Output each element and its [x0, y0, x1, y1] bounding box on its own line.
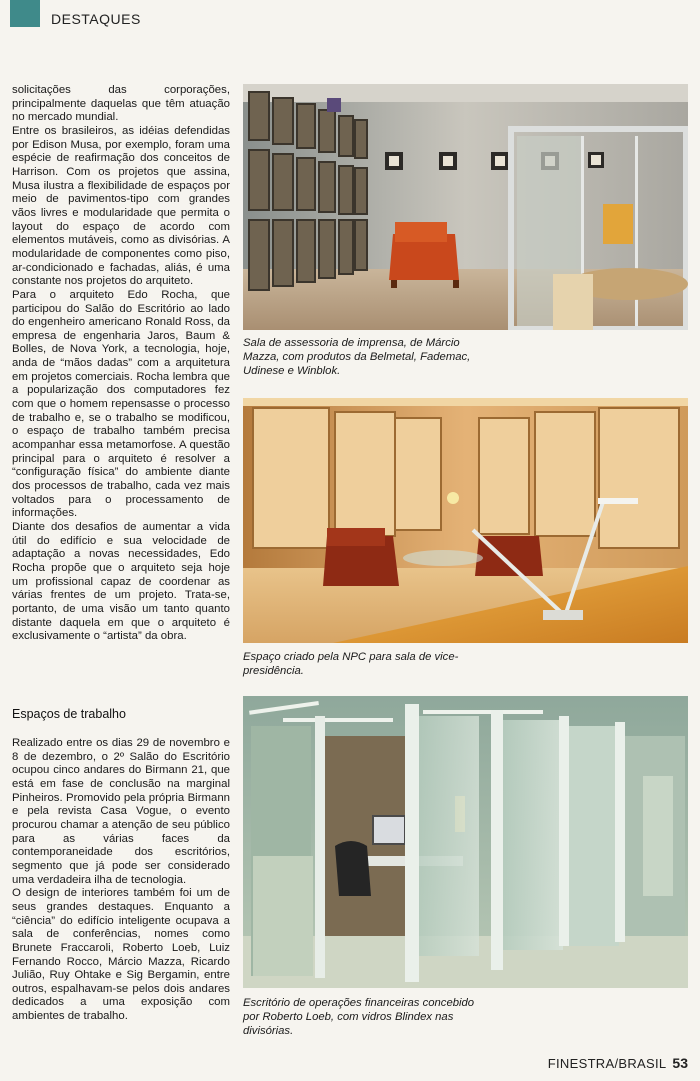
caption-press-office: Sala de assessoria de imprensa, de Márcio Mazza, com produtos da Belmetal, Fademac, Udinese e Winblok. — [243, 337, 471, 377]
paragraph: Diante dos desafios de aumentar a vida útil do edifício e sua velocidade de adaptação a novas necessidades, Edo Rocha propõe que o arquiteto seja hoje um profissional capaz de coordenar as várias frentes de um projeto. Trata-se, portanto, de uma visão um tanto quanto distante daquela em que o arquiteto é exclusivamente o “artista” da obra. — [12, 521, 230, 643]
paragraph: Entre os brasileiros, as idéias defendidas por Edison Musa, por exemplo, foram uma espécie de reafirmação dos conceitos de Harrison. Com os projetos que assina, Musa ilustra a flexibilidade de espaços por meio de pavimentos-tipo com grandes vãos livres e modularidade que permita o layout do espaço de acordo com elementos mutáveis, como as divisórias. A modularidade de componentes como piso, ar-condicionado e fachadas, aliás, é uma constante nos projetos do arquiteto. — [12, 124, 230, 288]
body-column-top — [12, 84, 230, 644]
section-marker — [10, 0, 40, 27]
paragraph: Realizado entre os dias 29 de novembro e 8 de dezembro, o 2º Salão do Escritório ocupou cinco andares do Birmann 21, que está em fase de conclusão na marginal Pinheiros. Promovido pela própria Birmann e pela revista Casa Vogue, o evento procurou chamar a atenção de seu público para as várias faces da contemporaneidade dos escritórios, segmento que já pode ser considerado uma verdadeira ilha de tecnologia. — [12, 737, 230, 886]
photo-vice-presidency — [243, 398, 688, 643]
paragraph: Para o arquiteto Edo Rocha, que participou do Salão do Escritório ao lado do engenheiro americano Ronald Ross, da empresa de engenharia Jaros, Baum & Bolles, de Nova York, a tecnologia, hoje, anda de “mãos dadas” com a arquitetura em projetos comerciais. Rocha lembra que a popularização dos computadores fez com que o homem repensasse o processo de trabalho e, se o trabalho se modificou, o espaço de trabalho também precisa acompanhar essa metamorfose. A questão principal para o arquiteto é resolver a “configuração física” do ambiente diante dos processos de trabalho, cada vez mais voltados para o processamento de informações. — [12, 288, 230, 520]
section-label: DESTAQUES — [51, 11, 141, 27]
publication-name: FINESTRA/BRASIL — [547, 1056, 667, 1071]
page-footer — [548, 1055, 688, 1071]
paragraph: O design de interiores também foi um de seus grandes destaques. Enquanto a “ciência” do edifício inteligente ocupava a sala de conferências, nomes como Brunete Fraccaroli, Roberto Loeb, Luiz Fernando Rocco, Márcio Mazza, Ricardo Julião, Ruy Ohtake e Sig Bergamin, entre outros, espalhavam-se pelos dois andares dedicados a uma exposição com ambientes de trabalho. — [12, 887, 230, 1023]
paragraph: solicitações das corporações, principalmente daquelas que têm atuação no mercado mundial. — [12, 84, 230, 124]
photo-financial-office — [243, 696, 688, 988]
vice-presidency-illustration — [243, 398, 688, 643]
caption-vice-presidency: Espaço criado pela NPC para sala de vice-presidência. — [243, 651, 459, 677]
subheading: Espaços de trabalho — [12, 707, 126, 721]
page-number: 53 — [672, 1055, 688, 1071]
photo-press-office — [243, 84, 688, 330]
press-office-illustration — [243, 84, 688, 330]
body-column-bottom — [12, 737, 230, 1024]
financial-office-illustration — [243, 696, 688, 988]
caption-financial-office: Escritório de operações financeiras concebido por Roberto Loeb, com vidros Blindex nas divisórias. — [243, 997, 475, 1037]
